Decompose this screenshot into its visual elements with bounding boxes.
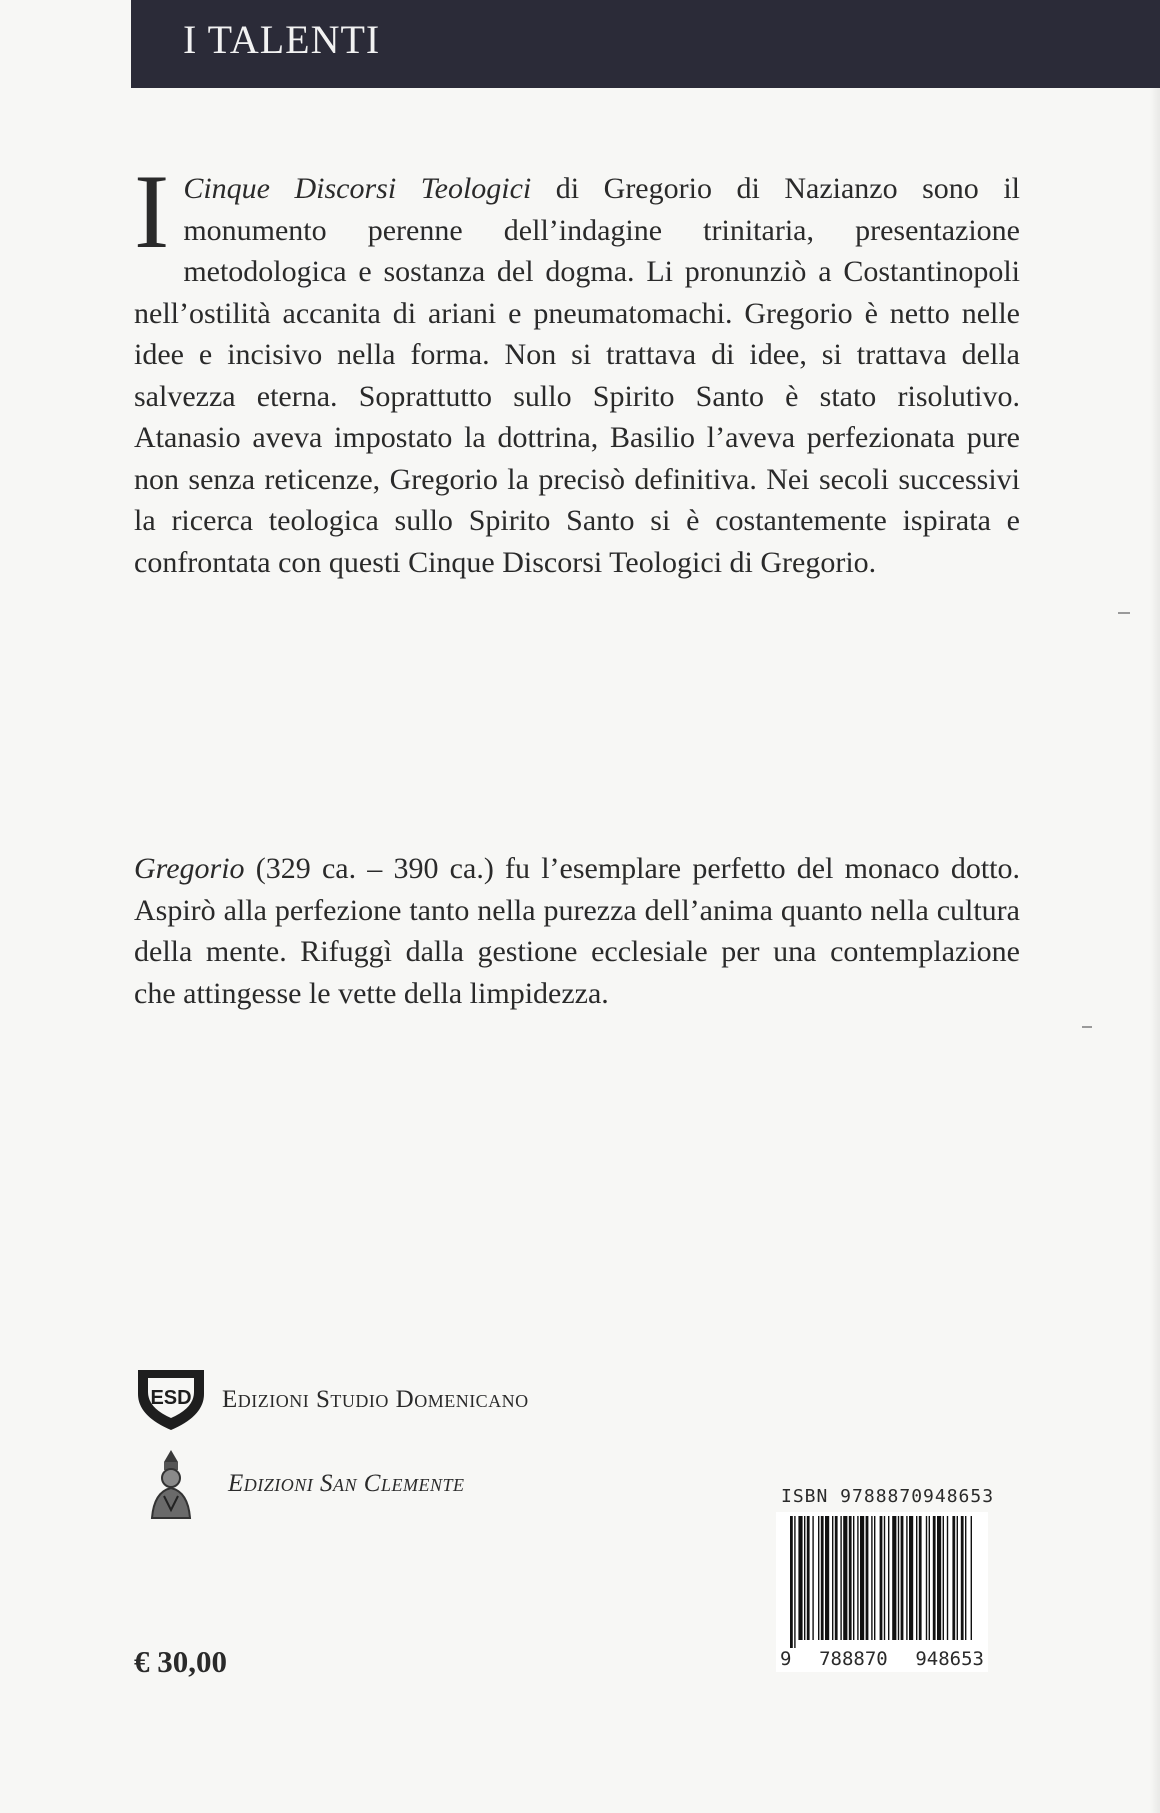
barcode-bar [884,1516,885,1640]
barcode-bar [840,1516,841,1640]
barcode-bar [798,1516,802,1640]
series-title: I TALENTI [183,17,381,62]
barcode-bar [832,1516,833,1640]
barcode-bar [825,1516,829,1640]
barcode-bar [906,1516,907,1640]
barcode-bar [874,1516,875,1640]
barcode-bar [843,1516,847,1640]
barcode-bar [860,1516,864,1640]
barcode-bar [947,1516,948,1640]
blurb-text: di Gregorio di Nazianzo sono il monumento perenne dell’indagine trinitaria, presentazione metodologica e sostanza del dogma. Li pronunziò a Costantinopoli nell’ostilità accanita di ariani e pneumatomachi. Gregorio è netto nelle idee e incisivo nella forma. Non si trattava di idee, si trattava della salvezza eterna. Soprattutto sullo Spirito Santo è stato risolutivo. Atanasio aveva impostato la dottrina, Basilio l’aveva perfezionata pure non senza reticenze, Gregorio la precisò definitiva. Nei secoli successivi la ricerca teologica sullo Spirito Santo si è costantemente ispirata e confrontata con questi Cinque Discorsi Teologici di Gregorio. [134,172,1020,579]
bust-logo-icon [134,1448,208,1520]
svg-text:ESD: ESD [150,1387,192,1409]
barcode-bar [929,1516,930,1640]
barcode-bar [971,1516,972,1640]
barcode-bar [965,1516,966,1640]
barcode-digit-prefix: 9 [780,1648,792,1670]
barcode-bars [790,1516,974,1648]
barcode-bar [952,1516,955,1640]
publisher-name: Edizioni Studio Domenicano [222,1386,529,1413]
author-bio [134,848,1020,1014]
barcode-bar [898,1516,899,1640]
barcode-bar [916,1516,917,1640]
barcode-bar [866,1516,869,1640]
esd-logo-icon [134,1364,208,1436]
barcode-bar [835,1516,838,1640]
drop-cap: I [134,153,170,270]
barcode-bar [849,1516,852,1640]
bio-text: (329 ca. – 390 ca.) fu l’esemplare perfetto del monaco dotto. Aspirò alla perfezione tanto nella purezza dell’anima quanto nella cultura della mente. Rifuggì dalla gestione ecclesiale per una contemplazione che attingesse le vette della limpidezza. [134,852,1020,1010]
publisher-name: Edizioni San Clemente [228,1470,465,1497]
book-title-italic: Cinque Discorsi Teologici [183,172,532,205]
isbn-label: ISBN 9788870948653 [781,1486,995,1507]
barcode-bar [880,1516,883,1640]
barcode-bar [937,1516,941,1640]
print-mark [1118,612,1130,614]
barcode-bar [888,1516,889,1640]
barcode-bar [853,1516,854,1640]
series-header-band [131,0,1160,88]
isbn-barcode [776,1512,988,1672]
barcode-bar [933,1516,936,1640]
page-edge-shadow [1150,0,1160,1813]
barcode-bar [919,1516,922,1640]
barcode-bar [818,1516,819,1640]
barcode-bar [807,1516,810,1640]
print-mark [1082,1026,1092,1028]
author-name-italic: Gregorio [134,852,245,885]
publisher-studio-domenicano [134,1364,529,1436]
barcode-bar [901,1516,904,1640]
barcode-bar [957,1516,958,1640]
barcode-bar [794,1516,795,1648]
barcode-bar [821,1516,824,1640]
barcode-bar [790,1516,793,1648]
barcode-digit-group-1: 788870 [819,1648,888,1670]
barcode-digit-group-2: 948653 [915,1648,984,1670]
price: € 30,00 [134,1644,227,1679]
barcode-digits [776,1648,988,1670]
barcode-bar [961,1516,964,1640]
book-blurb [134,153,1020,583]
barcode-bar [892,1516,896,1640]
barcode-bar [926,1516,927,1640]
barcode-bar [909,1516,913,1640]
barcode-bar [871,1516,872,1640]
barcode-bar [943,1516,944,1640]
barcode-bar [857,1516,858,1640]
publisher-san-clemente [134,1448,464,1520]
barcode-bar [812,1516,813,1640]
barcode-bar [804,1516,805,1640]
